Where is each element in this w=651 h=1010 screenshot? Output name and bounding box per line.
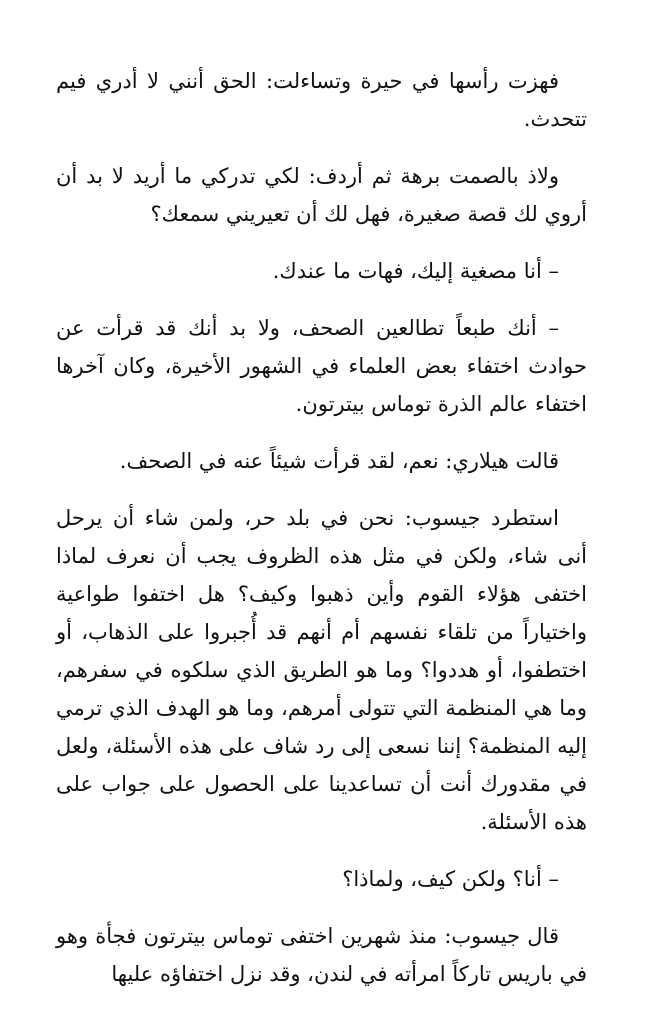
paragraph-8: قال جيسوب: منذ شهرين اختفى توماس بيترتون فجأة وهو في باريس تاركاً امرأته في لندن، وقد نزل اختفاؤه عليها xyxy=(56,924,587,986)
document-page xyxy=(56,62,587,1010)
paragraph-2: ولاذ بالصمت برهة ثم أردف: لكي تدركي ما أريد لا بد أن أروي لك قصة صغيرة، فهل لك أن تعيريني سمعك؟ xyxy=(56,164,587,226)
paragraph-5: قالت هيلاري: نعم، لقد قرأت شيئاً عنه في الصحف. xyxy=(119,449,559,473)
paragraph-7: – أنا؟ ولكن كيف، ولماذا؟ xyxy=(342,867,559,891)
paragraph-6: استطرد جيسوب: نحن في بلد حر، ولمن شاء أن يرحل أنى شاء، ولكن في مثل هذه الظروف يجب أن نعرف لماذا اختفى هؤلاء القوم وأين ذهبوا وكيف؟ هل اختفوا طواعية واختياراً من تلقاء نفسهم أم أنهم قد أُجبروا على الذهاب، أو اختطفوا، أو هددوا؟ وما هو الطريق الذي سلكوه في سفرهم، وما هي المنظمة التي تتولى أمرهم، وما هو الهدف الذي ترمي إليه المنظمة؟ إننا نسعى إلى رد شاف على هذه الأسئلة، ولعل في مقدورك أنت أن تساعدينا على الحصول على جواب على هذه الأسئلة. xyxy=(56,506,587,834)
paragraph-1: فهزت رأسها في حيرة وتساءلت: الحق أنني لا أدري فيم تتحدث. xyxy=(56,69,587,131)
paragraph-3: – أنا مصغية إليك، فهات ما عندك. xyxy=(272,259,559,283)
paragraph-4: – أنك طبعاً تطالعين الصحف، ولا بد أنك قد قرأت عن حوادث اختفاء بعض العلماء في الشهور الأخيرة، وكان آخرها اختفاء عالم الذرة توماس بيترتون. xyxy=(56,316,587,416)
